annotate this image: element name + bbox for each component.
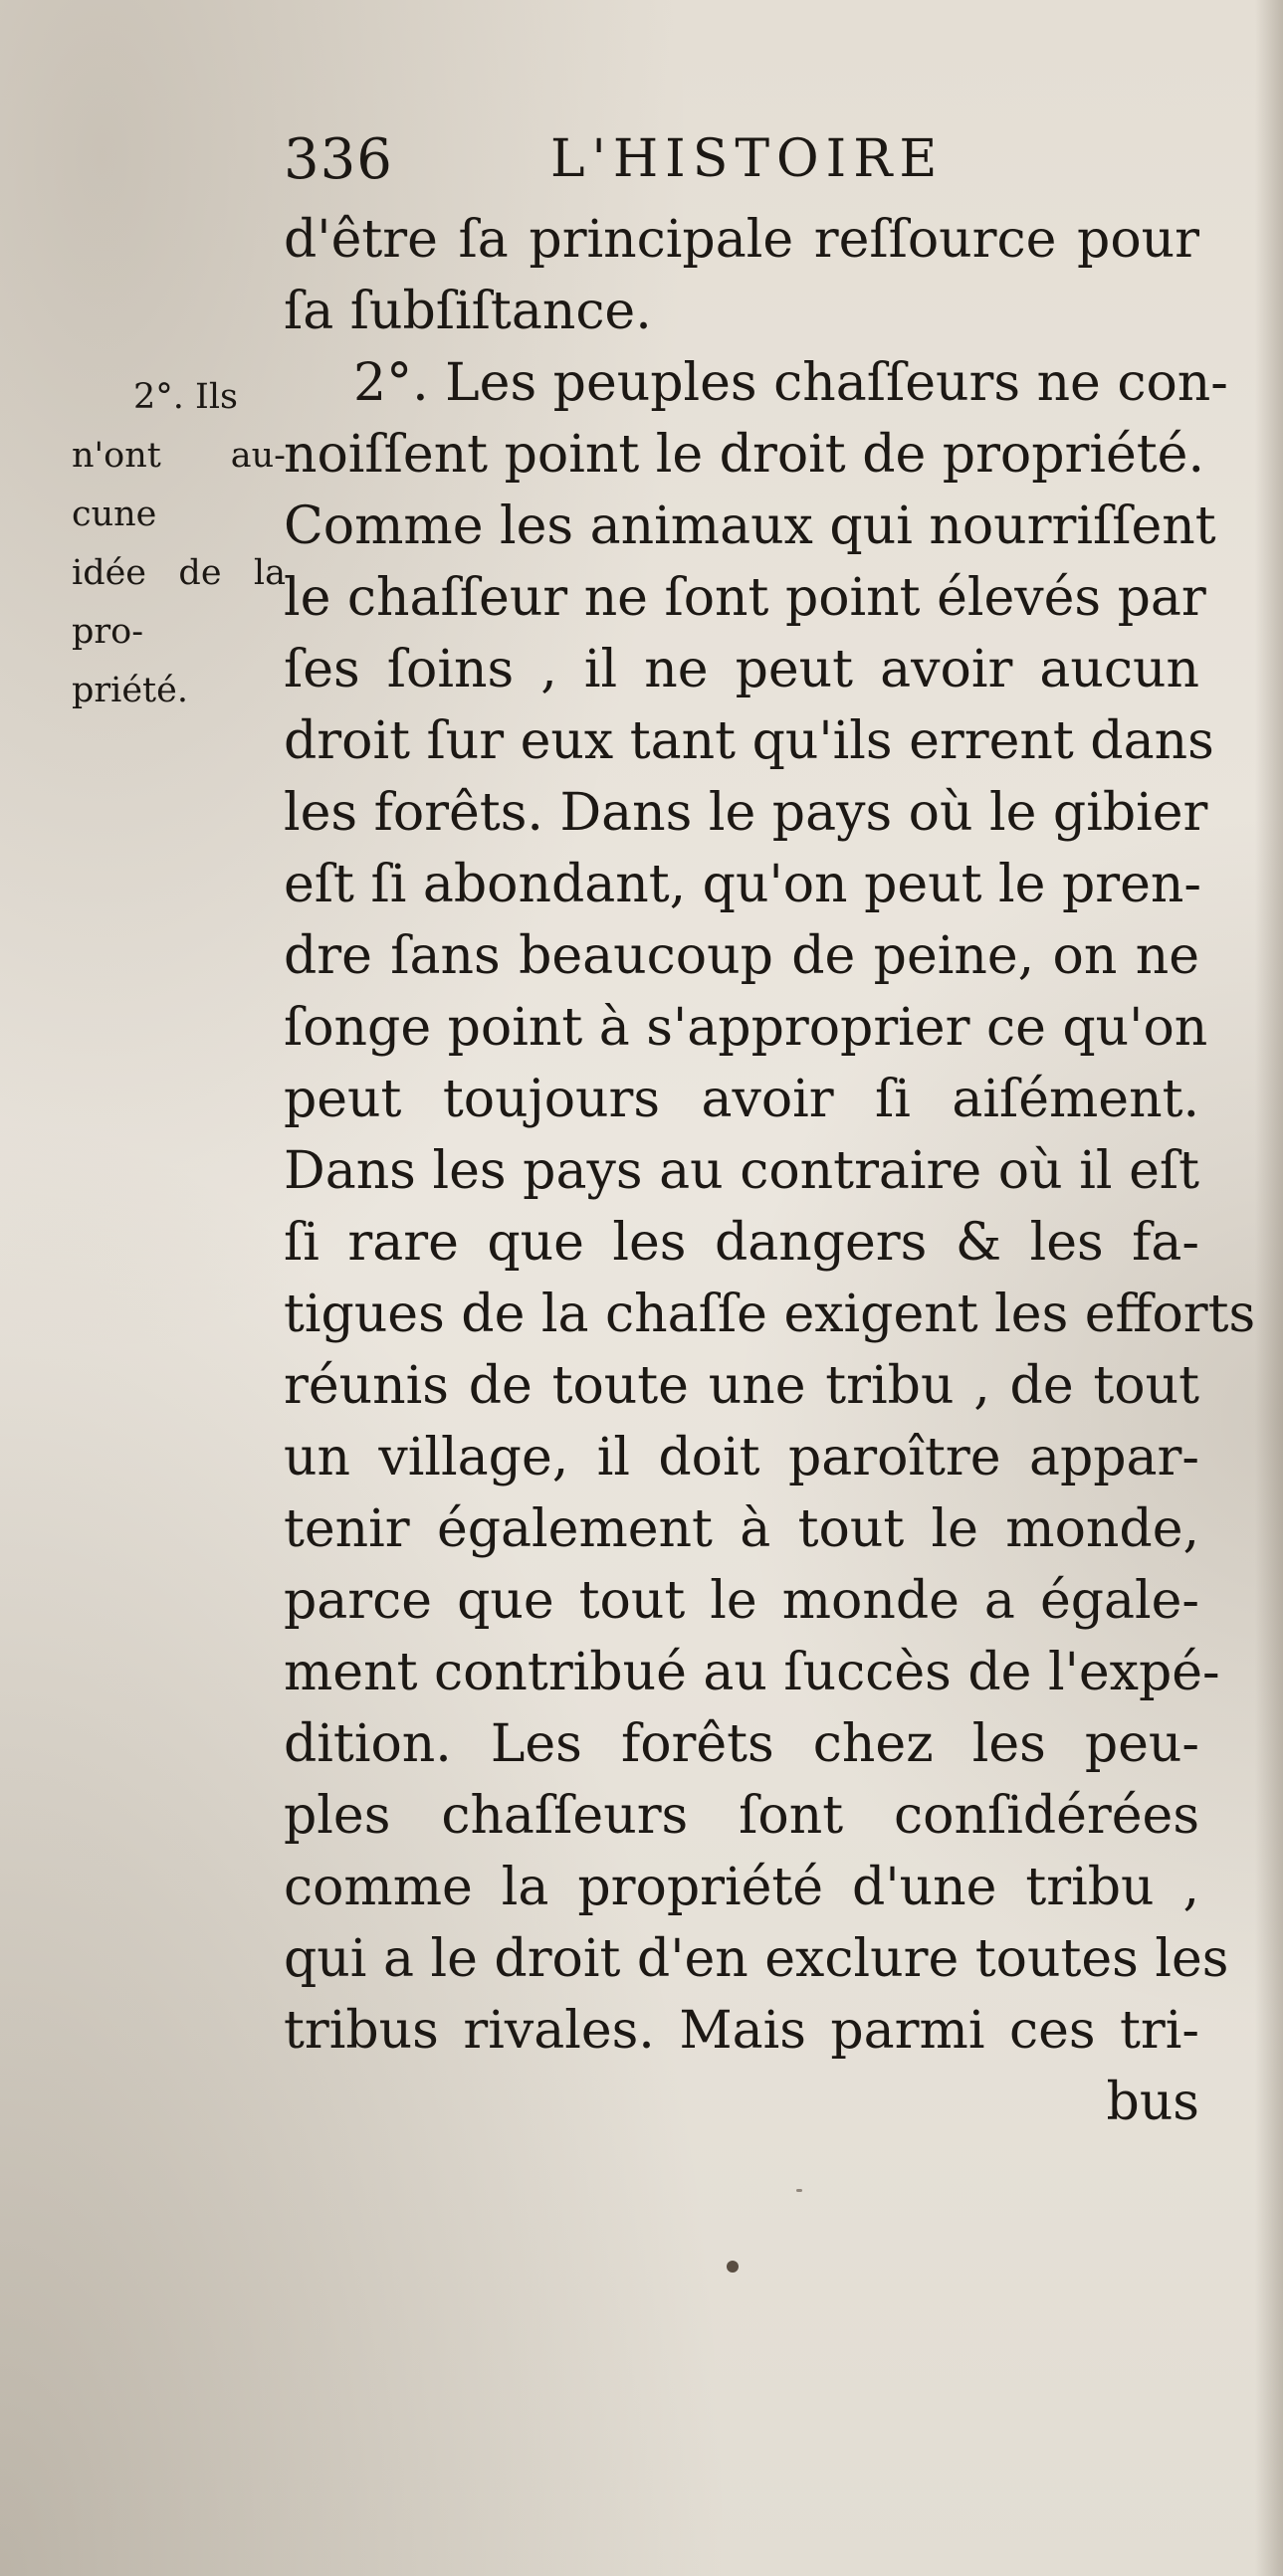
text-line: un village, il doit paroître appar-	[284, 1428, 1199, 1487]
text-line: comme la propriété d'une tribu ,	[284, 1858, 1199, 1917]
text-line: d'être ſa principale reſſource pour	[284, 210, 1199, 270]
page-gutter-shadow	[1255, 0, 1283, 2576]
margin-note-line: cune	[72, 495, 157, 534]
text-line: Comme les animaux qui nourriſſent	[284, 496, 1216, 556]
margin-note-line: pro-	[72, 612, 144, 652]
running-head: L'HISTOIRE	[550, 129, 945, 189]
text-line: réunis de toute une tribu , de tout	[284, 1356, 1199, 1416]
text-line: qui a le droit d'en exclure toutes les	[284, 1929, 1229, 1989]
text-line: peut toujours avoir ſi aiſément.	[284, 1070, 1199, 1129]
text-line: tribus rivales. Mais parmi ces tri-	[284, 2001, 1199, 2061]
margin-note-line: priété.	[72, 671, 188, 710]
text-line: 2°. Les peuples chaſſeurs ne con-	[353, 353, 1228, 413]
catchword: bus	[1106, 2073, 1199, 2132]
text-line: droit ſur eux tant qu'ils errent dans	[284, 711, 1214, 771]
ink-speck	[796, 2189, 802, 2192]
page-number: 336	[284, 127, 393, 192]
text-line: le chaſſeur ne ſont point élevés par	[284, 568, 1206, 628]
margin-note-line: idée de la	[72, 553, 286, 593]
text-line: eſt ſi abondant, qu'on peut le pren-	[284, 855, 1201, 914]
text-line: ples chaſſeurs ſont conſidérées	[284, 1786, 1199, 1846]
text-line: ſa ſubſiſtance.	[284, 282, 652, 341]
text-line: ment contribué au ſuccès de l'expé-	[284, 1643, 1220, 1702]
text-line: Dans les pays au contraire où il eſt	[284, 1141, 1199, 1201]
text-line: les forêts. Dans le pays où le gibier	[284, 783, 1208, 843]
text-line: dre ſans beaucoup de peine, on ne	[284, 926, 1199, 986]
text-line: parce que tout le monde a égale-	[284, 1571, 1199, 1631]
text-line: ſi rare que les dangers & les fa-	[284, 1213, 1199, 1273]
text-line: dition. Les forêts chez les peu-	[284, 1714, 1199, 1774]
text-line: noiſſent point le droit de propriété.	[284, 425, 1204, 485]
margin-note	[72, 368, 286, 720]
body-text	[284, 204, 1256, 2138]
text-line: tigues de la chaſſe exigent les efforts	[284, 1285, 1256, 1344]
page-header	[284, 127, 1120, 197]
margin-note-line: n'ont au-	[72, 436, 286, 476]
margin-note-line: 2°. Ils	[133, 377, 238, 417]
text-line: ſes ſoins , il ne peut avoir aucun	[284, 640, 1199, 699]
text-line: tenir également à tout le monde,	[284, 1499, 1199, 1559]
text-line: ſonge point à s'approprier ce qu'on	[284, 998, 1208, 1058]
ink-speck	[727, 2261, 739, 2273]
